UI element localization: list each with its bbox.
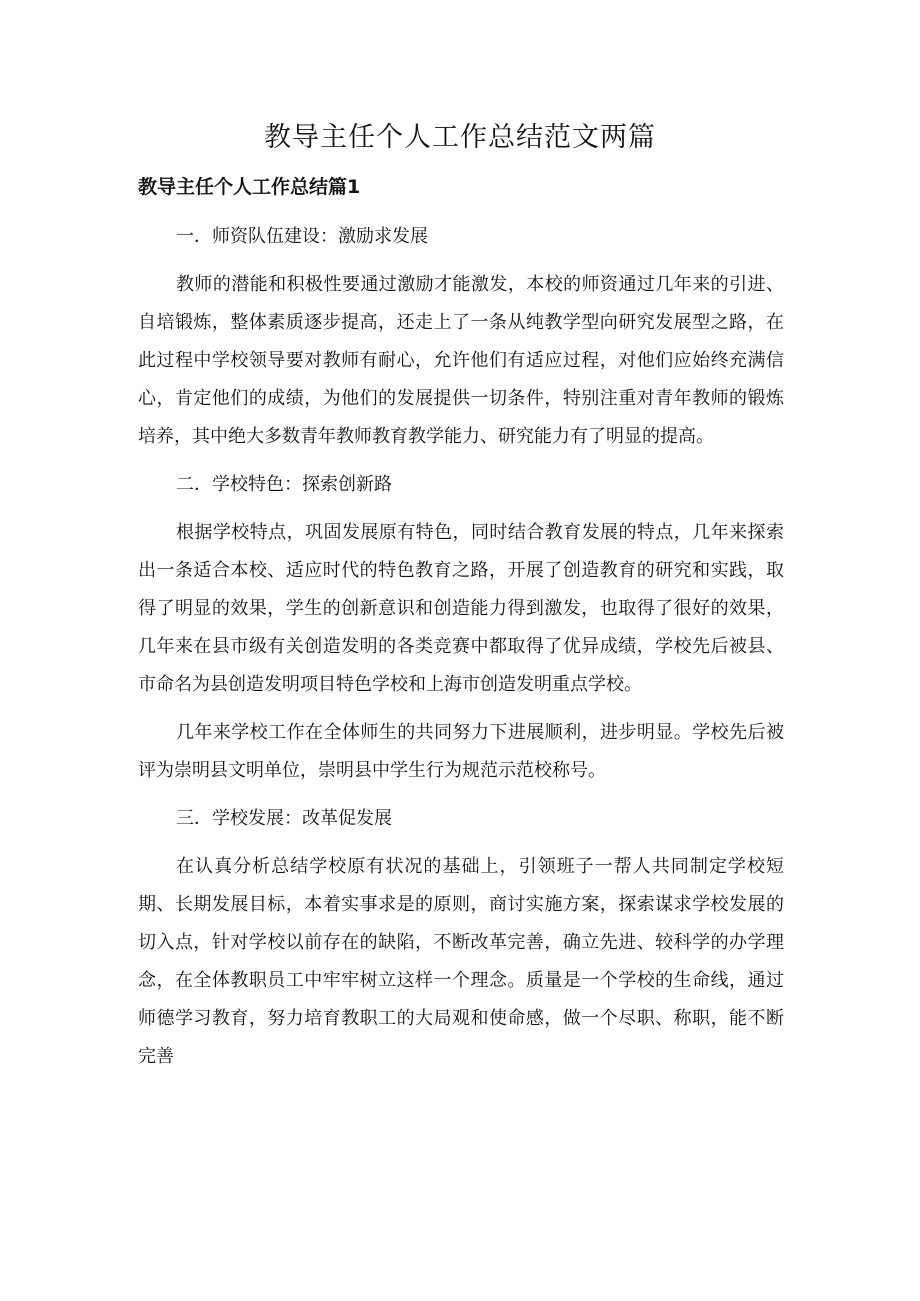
paragraph-school-development: 在认真分析总结学校原有状况的基础上，引领班子一帮人共同制定学校短期、长期发展目标，本着实事求是的原则，商讨实施方案，探索谋求学校发展的切入点，针对学校以前存在的缺陷，不断改革完善，确立先进、较科学的办学理念，在全体教职员工中牢牢树立这样一个理念。质量是一个学校的生命线，通过师德学习教育，努力培育教职工的大局观和使命感，做一个尽职、称职，能不断完善 [138,856,784,1067]
heading-school-feature: 二．学校特色：探索创新路 [176,474,392,495]
document-title: 教导主任个人工作总结范文两篇 [264,122,656,153]
section-title: 教导主任个人工作总结篇1 [138,176,361,198]
paragraph-school-honors: 几年来学校工作在全体师生的共同努力下进展顺利，进步明显。学校先后被评为崇明县文明单位，崇明县中学生行为规范示范校称号。 [138,722,784,781]
document-body [138,218,784,1086]
paragraph-school-feature: 根据学校特点，巩固发展原有特色，同时结合教育发展的特点，几年来探索出一条适合本校、适应时代的特色教育之路，开展了创造教育的研究和实践，取得了明显的效果，学生的创新意识和创造能力得到激发，也取得了很好的效果，几年来在县市级有关创造发明的各类竞赛中都取得了优异成绩，学校先后被县、市命名为县创造发明项目特色学校和上海市创造发明重点学校。 [138,522,784,695]
heading-school-development: 三．学校发展：改革促发展 [176,808,392,829]
paragraph-teacher-team: 教师的潜能和积极性要通过激励才能激发，本校的师资通过几年来的引进、自培锻炼，整体素质逐步提高，还走上了一条从纯教学型向研究发展型之路，在此过程中学校领导要对教师有耐心，允许他们有适应过程，对他们应始终充满信心，肯定他们的成绩，为他们的发展提供一切条件，特别注重对青年教师的锻炼培养，其中绝大多数青年教师教育教学能力、研究能力有了明显的提高。 [138,274,784,447]
heading-teacher-team: 一．师资队伍建设：激励求发展 [176,226,428,247]
